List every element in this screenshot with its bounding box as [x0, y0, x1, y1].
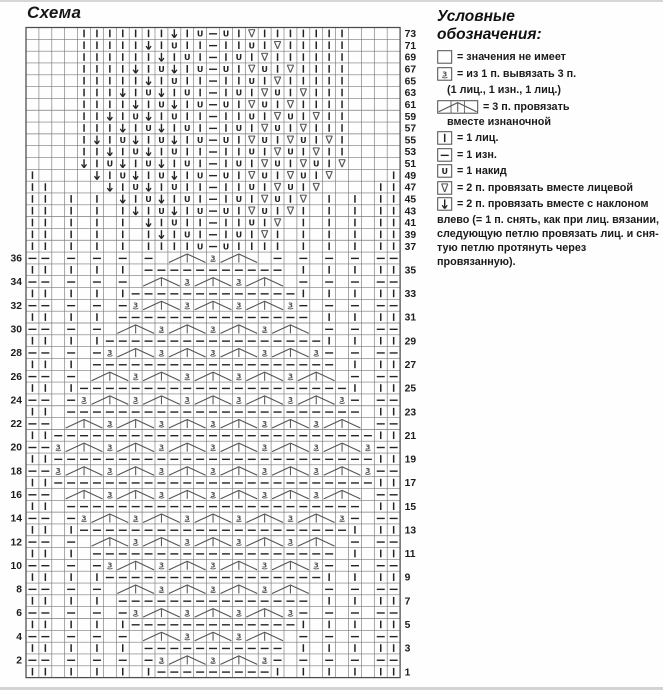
svg-text:3: 3: [133, 607, 139, 617]
svg-text:U: U: [171, 112, 178, 122]
svg-text:U: U: [248, 183, 255, 193]
row-number-left: 20: [10, 442, 22, 454]
svg-text:3: 3: [210, 655, 216, 665]
svg-text:3: 3: [313, 418, 319, 428]
row-number-left: 18: [10, 466, 22, 478]
legend-item-text: = значения не имеет: [457, 50, 566, 63]
svg-text:U: U: [145, 159, 152, 169]
svg-text:3: 3: [339, 513, 345, 523]
svg-text:U: U: [184, 53, 191, 63]
row-number-left: 28: [10, 348, 22, 360]
svg-text:3: 3: [133, 395, 139, 405]
row-number-right: 13: [404, 525, 417, 537]
legend-item-text-line: влево (= 1 п. снять, как при лиц. вязании,: [437, 213, 660, 226]
svg-text:U: U: [145, 88, 152, 98]
svg-text:U: U: [184, 194, 191, 204]
svg-text:U: U: [261, 206, 268, 216]
svg-text:U: U: [274, 194, 281, 204]
svg-text:U: U: [196, 100, 204, 110]
row-number-right: 73: [404, 29, 417, 41]
svg-text:3: 3: [158, 442, 164, 452]
svg-text:U: U: [287, 147, 294, 157]
row-number-right: 39: [404, 229, 417, 241]
svg-text:3: 3: [313, 560, 319, 570]
svg-text:U: U: [300, 135, 307, 145]
svg-text:U: U: [313, 159, 320, 169]
row-number-right: 61: [404, 99, 417, 111]
svg-text:3: 3: [287, 395, 293, 405]
purl-icon: [437, 148, 453, 163]
svg-text:3: 3: [133, 537, 139, 547]
svg-text:3: 3: [262, 466, 268, 476]
row-number-right: 27: [404, 359, 417, 371]
row-number-right: 3: [404, 643, 411, 655]
svg-text:3: 3: [236, 607, 242, 617]
row-number-left: 24: [10, 395, 22, 407]
svg-text:3: 3: [313, 442, 319, 452]
svg-text:U: U: [235, 88, 243, 98]
legend-item-1: [437, 50, 661, 65]
svg-text:3: 3: [287, 537, 293, 547]
make3-icon: [437, 67, 453, 82]
svg-text:U: U: [261, 64, 268, 74]
svg-text:U: U: [300, 171, 307, 181]
svg-text:U: U: [235, 159, 243, 169]
row-number-right: 7: [404, 596, 411, 608]
row-number-right: 21: [404, 430, 417, 442]
row-number-left: 2: [16, 655, 22, 667]
row-number-right: 53: [404, 147, 417, 159]
svg-text:U: U: [261, 100, 268, 110]
svg-text:3: 3: [184, 631, 190, 641]
svg-text:U: U: [196, 64, 204, 74]
legend-item-8: [437, 197, 661, 212]
svg-text:3: 3: [287, 607, 293, 617]
row-number-left: 22: [10, 419, 22, 431]
svg-text:U: U: [119, 171, 126, 181]
svg-text:3: 3: [210, 466, 216, 476]
p3tog-icon: [437, 100, 479, 115]
legend-item-text-line: тую петлю протянуть через провязанную).: [437, 241, 587, 268]
row-number-right: 29: [404, 336, 417, 348]
svg-text:U: U: [158, 64, 165, 74]
legend-item-text: = 3 п. провязать: [483, 100, 570, 113]
svg-text:3: 3: [210, 418, 216, 428]
legend-item-text: = 2 п. провязать вместе с наклоном: [457, 198, 649, 211]
svg-text:U: U: [248, 218, 255, 228]
svg-text:U: U: [235, 194, 243, 204]
row-number-right: 67: [404, 64, 417, 76]
row-number-right: 9: [404, 572, 411, 584]
empty-cell-icon: [437, 50, 453, 65]
svg-text:U: U: [145, 124, 152, 134]
svg-text:3: 3: [236, 371, 242, 381]
svg-text:3: 3: [287, 300, 293, 310]
row-number-left: 6: [16, 608, 22, 620]
row-number-right: 47: [404, 182, 417, 194]
svg-text:3: 3: [184, 277, 190, 287]
svg-text:3: 3: [236, 537, 242, 547]
svg-text:3: 3: [184, 607, 190, 617]
row-number-left: 34: [10, 277, 22, 289]
svg-text:U: U: [248, 147, 255, 157]
yarnover-icon: [437, 164, 453, 179]
legend-item-text: = 1 лиц.: [457, 132, 499, 145]
svg-text:3: 3: [184, 513, 190, 523]
svg-text:U: U: [287, 183, 294, 193]
legend-item-text: = из 1 п. вывязать 3 п.: [457, 68, 577, 81]
row-number-left: 16: [10, 489, 22, 501]
row-number-right: 1: [404, 667, 411, 679]
svg-text:3: 3: [158, 560, 164, 570]
svg-text:3: 3: [133, 513, 139, 523]
row-number-right: 51: [404, 159, 417, 171]
row-number-right: 37: [404, 241, 417, 253]
row-number-right: 31: [404, 312, 417, 324]
legend-item-3: [437, 100, 661, 115]
svg-text:U: U: [171, 183, 178, 193]
svg-text:3: 3: [210, 347, 216, 357]
row-number-left: 4: [16, 631, 22, 643]
svg-text:3: 3: [133, 371, 139, 381]
row-number-left: 8: [16, 584, 22, 596]
legend-item-text-line: следующую петлю провязать лиц. и сня-: [437, 227, 659, 240]
svg-text:3: 3: [107, 489, 113, 499]
svg-text:U: U: [235, 53, 243, 63]
svg-text:3: 3: [210, 584, 216, 594]
row-number-right: 55: [404, 135, 417, 147]
svg-text:3: 3: [55, 466, 61, 476]
svg-text:U: U: [145, 194, 152, 204]
svg-text:U: U: [274, 88, 281, 98]
row-number-left: 30: [10, 324, 22, 336]
svg-text:3: 3: [210, 324, 216, 334]
svg-text:3: 3: [262, 442, 268, 452]
svg-text:U: U: [222, 206, 230, 216]
svg-text:U: U: [132, 112, 139, 122]
page-title: Схема: [27, 3, 82, 22]
legend-item-text-line: вместе изнаночной: [447, 116, 552, 129]
svg-text:3: 3: [236, 395, 242, 405]
svg-text:3: 3: [262, 418, 268, 428]
svg-text:3: 3: [262, 324, 268, 334]
svg-text:3: 3: [184, 300, 190, 310]
svg-text:3: 3: [55, 442, 61, 452]
svg-text:U: U: [171, 76, 178, 86]
svg-text:3: 3: [158, 584, 164, 594]
svg-text:3: 3: [107, 466, 113, 476]
row-number-right: 59: [404, 111, 417, 123]
svg-text:U: U: [119, 135, 126, 145]
row-number-right: 63: [404, 88, 417, 100]
row-number-left: 14: [10, 513, 22, 525]
row-number-left: 10: [10, 560, 22, 572]
svg-text:3: 3: [236, 631, 242, 641]
svg-text:U: U: [222, 100, 230, 110]
svg-text:3: 3: [158, 489, 164, 499]
row-number-right: 5: [404, 620, 411, 632]
svg-text:3: 3: [210, 560, 216, 570]
svg-text:3: 3: [133, 300, 139, 310]
svg-text:3: 3: [262, 584, 268, 594]
svg-text:U: U: [248, 112, 255, 122]
legend-item-4: [437, 131, 661, 146]
svg-text:U: U: [196, 206, 204, 216]
svg-text:3: 3: [158, 324, 164, 334]
row-number-right: 35: [404, 265, 417, 277]
legend-heading: Условные обозначения:: [437, 8, 542, 44]
svg-text:3: 3: [442, 69, 448, 79]
svg-text:3: 3: [184, 537, 190, 547]
legend-item-6: [437, 164, 661, 179]
svg-text:3: 3: [287, 513, 293, 523]
svg-text:U: U: [235, 124, 243, 134]
svg-text:3: 3: [158, 466, 164, 476]
row-number-right: 23: [404, 407, 417, 419]
svg-text:U: U: [171, 218, 178, 228]
svg-text:U: U: [171, 147, 178, 157]
ssk-icon: [437, 197, 453, 212]
svg-text:U: U: [132, 147, 139, 157]
svg-text:U: U: [248, 41, 255, 51]
svg-text:3: 3: [210, 253, 216, 263]
legend-item-5: [437, 148, 661, 163]
k2tog-icon: [437, 181, 453, 196]
svg-text:U: U: [184, 230, 191, 240]
svg-text:U: U: [222, 135, 230, 145]
row-number-right: 57: [404, 123, 417, 135]
svg-text:U: U: [196, 242, 204, 252]
svg-text:3: 3: [107, 442, 113, 452]
row-number-right: 65: [404, 76, 417, 88]
svg-text:U: U: [274, 124, 281, 134]
legend-item-text: = 2 п. провязать вместе лицевой: [457, 181, 633, 194]
svg-text:3: 3: [184, 395, 190, 405]
svg-text:U: U: [222, 29, 230, 39]
svg-text:U: U: [196, 29, 204, 39]
legend-item-7: [437, 181, 661, 196]
svg-text:U: U: [222, 242, 230, 252]
svg-text:3: 3: [158, 347, 164, 357]
svg-text:U: U: [106, 159, 114, 169]
svg-text:U: U: [261, 135, 268, 145]
row-number-right: 71: [404, 40, 417, 52]
svg-text:U: U: [184, 159, 191, 169]
svg-text:U: U: [235, 230, 243, 240]
svg-text:3: 3: [107, 560, 113, 570]
svg-text:U: U: [171, 41, 178, 51]
row-number-right: 49: [404, 170, 417, 182]
svg-text:U: U: [222, 64, 230, 74]
legend-item-text: = 1 накид: [457, 165, 507, 178]
row-number-left: 36: [10, 253, 22, 265]
legend-item-text-line: (1 лиц., 1 изн., 1 лиц.): [447, 83, 561, 96]
svg-text:3: 3: [236, 277, 242, 287]
row-number-right: 11: [404, 549, 416, 561]
svg-text:U: U: [158, 135, 165, 145]
row-number-right: 69: [404, 52, 417, 64]
knit-icon: [437, 131, 453, 146]
svg-text:U: U: [261, 171, 268, 181]
row-number-right: 33: [404, 289, 417, 301]
row-number-right: 25: [404, 383, 417, 395]
row-number-right: 41: [404, 218, 417, 230]
svg-text:U: U: [158, 100, 165, 110]
svg-text:U: U: [222, 171, 230, 181]
svg-text:3: 3: [262, 560, 268, 570]
svg-text:3: 3: [313, 489, 319, 499]
svg-text:3: 3: [236, 300, 242, 310]
svg-text:3: 3: [107, 418, 113, 428]
row-number-right: 43: [404, 206, 417, 218]
svg-text:U: U: [441, 167, 448, 177]
svg-text:3: 3: [262, 489, 268, 499]
legend-items: [437, 50, 661, 269]
legend-item-text: = 1 изн.: [457, 148, 497, 161]
row-number-right: 19: [404, 454, 417, 466]
svg-text:3: 3: [287, 371, 293, 381]
row-number-right: 15: [404, 501, 417, 513]
svg-text:3: 3: [107, 347, 113, 357]
svg-text:3: 3: [158, 655, 164, 665]
row-number-right: 17: [404, 478, 417, 490]
row-number-left: 26: [10, 371, 22, 383]
legend-panel: [437, 8, 661, 269]
svg-text:U: U: [132, 183, 139, 193]
svg-text:U: U: [196, 171, 204, 181]
row-number-left: 12: [10, 537, 22, 549]
svg-text:3: 3: [184, 371, 190, 381]
svg-text:U: U: [158, 206, 165, 216]
svg-text:3: 3: [365, 466, 371, 476]
row-number-right: 45: [404, 194, 417, 206]
svg-text:3: 3: [365, 442, 371, 452]
svg-text:3: 3: [210, 489, 216, 499]
legend-item-2: [437, 67, 661, 82]
svg-text:3: 3: [210, 442, 216, 452]
svg-text:3: 3: [158, 418, 164, 428]
svg-text:U: U: [184, 88, 191, 98]
svg-text:U: U: [248, 76, 255, 86]
svg-text:U: U: [287, 112, 294, 122]
svg-text:3: 3: [81, 395, 87, 405]
row-number-left: 32: [10, 300, 22, 312]
svg-text:3: 3: [262, 347, 268, 357]
svg-text:3: 3: [339, 395, 345, 405]
svg-text:3: 3: [313, 347, 319, 357]
svg-text:3: 3: [313, 466, 319, 476]
svg-text:U: U: [184, 124, 191, 134]
svg-text:U: U: [274, 159, 281, 169]
svg-text:3: 3: [81, 513, 87, 523]
svg-text:U: U: [158, 171, 165, 181]
svg-text:3: 3: [236, 513, 242, 523]
svg-text:3: 3: [262, 655, 268, 665]
svg-text:U: U: [196, 135, 204, 145]
